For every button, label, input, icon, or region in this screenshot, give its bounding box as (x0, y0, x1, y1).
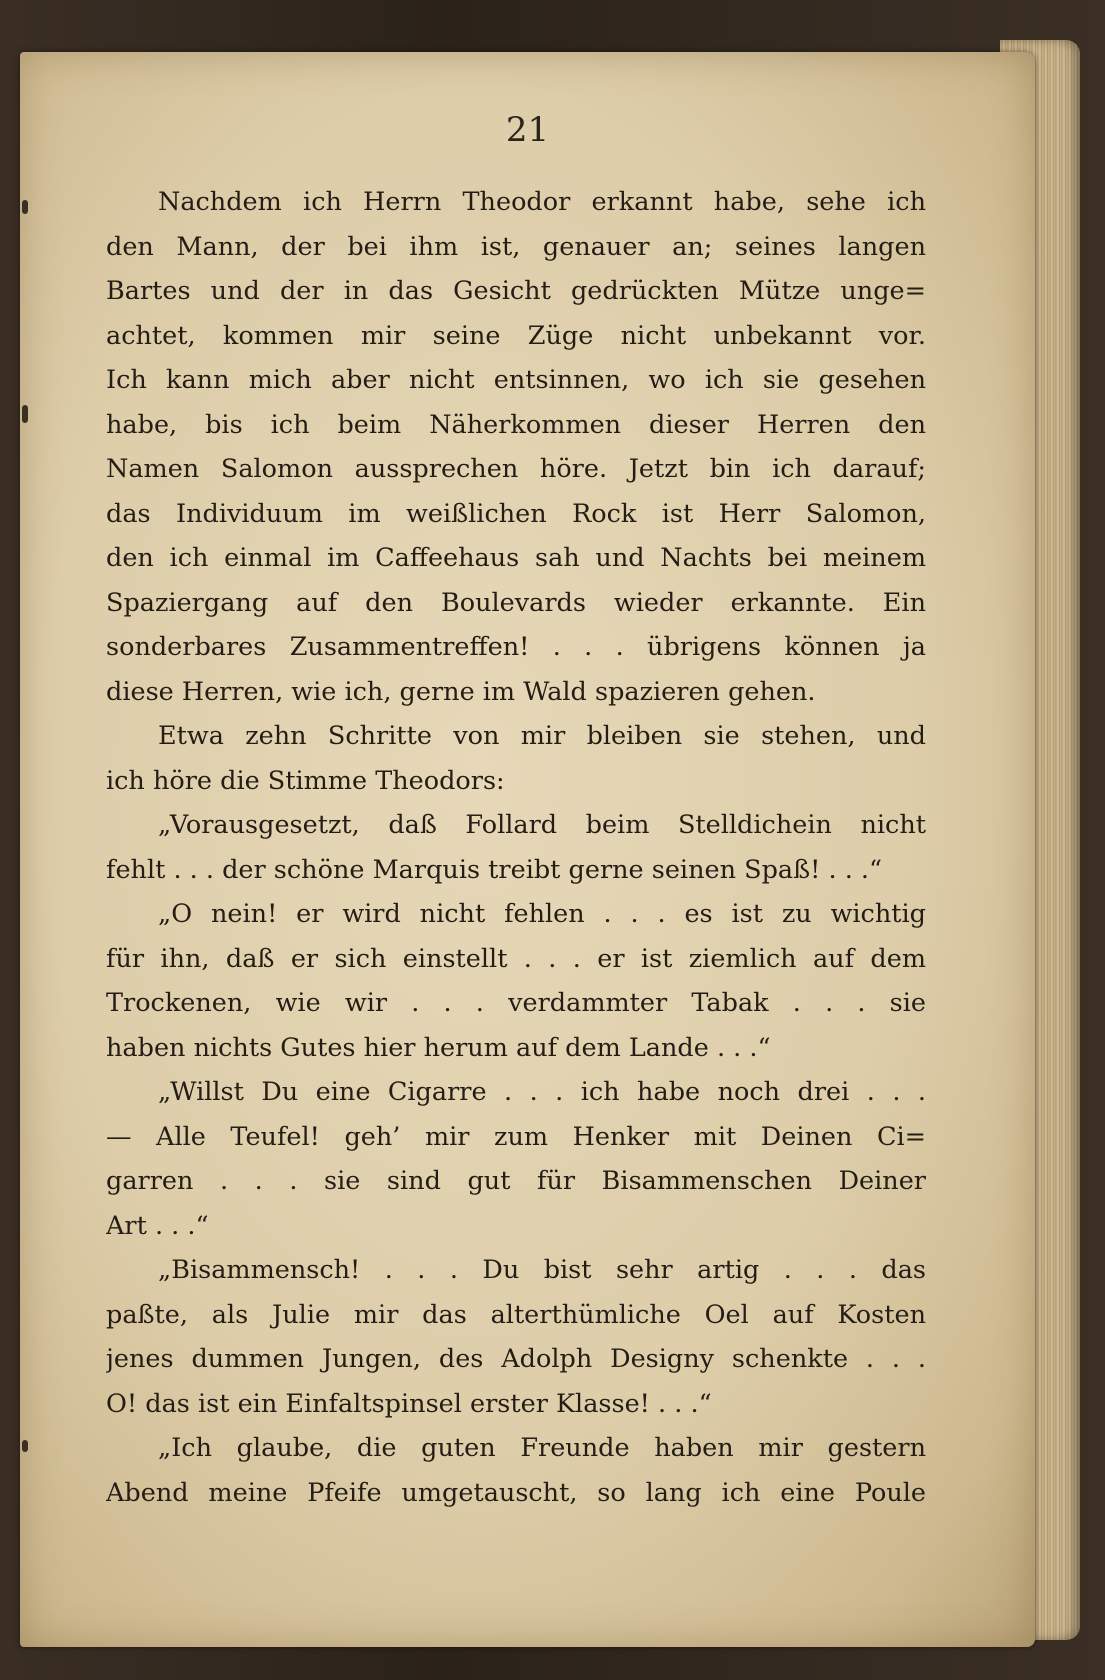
text-line: „Ich glaube, die guten Freunde haben mir gestern (158, 1433, 926, 1463)
text-line: — Alle Teufel! geh’ mir zum Henker mit Deinen Ci= (106, 1121, 926, 1152)
text-line: paßte, als Julie mir das alterthümliche Oel auf Kosten (106, 1299, 926, 1330)
text-line: den ich einmal im Caffeehaus sah und Nachts bei meinem (106, 543, 926, 573)
text-line: garren . . . sie sind gut für Bisammenschen Deiner (106, 1166, 926, 1196)
text-line: Abend meine Pfeife umgetauscht, so lang ich eine Poule (106, 1477, 926, 1508)
text-line: „Vorausgesetzt, daß Follard beim Stelldichein nicht (158, 810, 926, 840)
text-line: achtet, kommen mir seine Züge nicht unbekannt vor. (106, 320, 926, 351)
text-line: das Individuum im weißlichen Rock ist Herr Salomon, (106, 498, 926, 529)
binding-mark (22, 405, 28, 423)
text-line: „O nein! er wird nicht fehlen . . . es ist zu wichtig (158, 899, 926, 929)
text-line: für ihn, daß er sich einstellt . . . er ist ziemlich auf dem (106, 943, 926, 974)
text-line: habe, bis ich beim Näherkommen dieser Herren den (106, 409, 926, 440)
text-line: sonderbares Zusammentreffen! . . . übrigens können ja (106, 632, 926, 662)
text-line: Art . . .“ (106, 1210, 209, 1241)
text-line: O! das ist ein Einfaltspinsel erster Klasse! . . .“ (106, 1388, 712, 1419)
text-line: haben nichts Gutes hier herum auf dem Lande . . .“ (106, 1032, 771, 1063)
text-line: Etwa zehn Schritte von mir bleiben sie stehen, und (158, 721, 926, 751)
text-line: „Bisammensch! . . . Du bist sehr artig . . . das (158, 1255, 926, 1285)
text-line: jenes dummen Jungen, des Adolph Designy schenkte . . . (106, 1344, 926, 1374)
text-line: den Mann, der bei ihm ist, genauer an; seines langen (106, 231, 926, 262)
text-line: Ich kann mich aber nicht entsinnen, wo ich sie gesehen (106, 365, 926, 395)
text-line: Namen Salomon aussprechen höre. Jetzt bin ich darauf; (106, 454, 926, 484)
text-line: Spaziergang auf den Boulevards wieder erkannte. Ein (106, 587, 926, 618)
binding-mark (22, 200, 28, 214)
binding-mark (22, 1440, 28, 1452)
book-page (20, 52, 1035, 1647)
text-line: Nachdem ich Herrn Theodor erkannt habe, sehe ich (158, 187, 926, 217)
text-line: Bartes und der in das Gesicht gedrückten Mütze unge= (106, 276, 926, 306)
text-line: fehlt . . . der schöne Marquis treibt gerne seinen Spaß! . . .“ (106, 854, 883, 885)
text-line: ich höre die Stimme Theodors: (106, 765, 505, 796)
page-number: 21 (505, 110, 550, 150)
text-line: diese Herren, wie ich, gerne im Wald spazieren gehen. (106, 676, 816, 707)
text-line: „Willst Du eine Cigarre . . . ich habe noch drei . . . (158, 1077, 926, 1107)
text-line: Trockenen, wie wir . . . verdammter Tabak . . . sie (106, 988, 926, 1018)
page-text (106, 180, 926, 1515)
